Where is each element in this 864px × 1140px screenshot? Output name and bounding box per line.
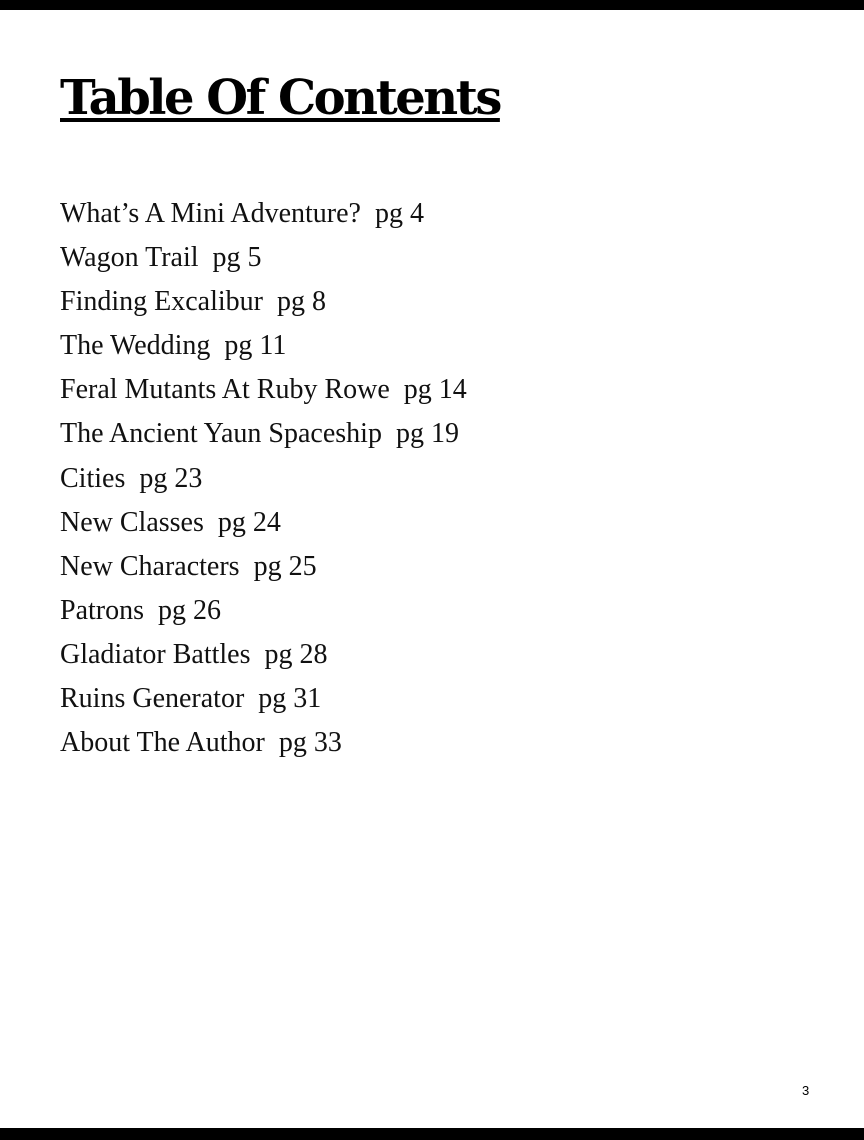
toc-entry-page: pg 28 [264,638,328,670]
toc-entry-title: The Wedding [60,330,211,362]
toc-entry [60,412,467,456]
toc-entry-title: Patrons [60,594,144,626]
toc-entry-title: About The Author [60,727,265,759]
toc-entry [60,324,467,368]
toc-entry-title: What’s A Mini Adventure? [60,198,361,229]
toc-entry-page: pg 11 [224,330,287,362]
toc-entry-page: pg 23 [139,462,203,494]
toc-entry [60,589,467,633]
toc-entry-title: New Characters [60,550,240,582]
top-border-bar [0,0,864,10]
toc-entry-page: pg 5 [212,242,262,274]
table-of-contents-list [60,192,467,765]
toc-entry-page: pg 26 [158,594,221,626]
toc-entry-page: pg 25 [253,550,317,582]
toc-entry [60,280,467,324]
toc-entry-page: pg 8 [276,286,326,318]
toc-entry-page: pg 31 [258,683,322,715]
toc-entry [60,501,467,545]
toc-entry-title: Cities [60,462,126,494]
toc-entry [60,457,467,501]
toc-entry [60,545,467,589]
toc-entry [60,236,467,280]
toc-entry [60,192,467,236]
bottom-border-bar [0,1128,864,1140]
toc-entry-title: Finding Excalibur [60,286,263,318]
toc-entry-page: pg 19 [395,418,459,450]
toc-entry-page: pg 24 [217,506,281,538]
toc-entry-title: New Classes [60,506,204,538]
toc-entry [60,721,467,765]
toc-entry [60,633,467,677]
toc-entry-title: Gladiator Battles [60,638,251,670]
toc-entry-title: Wagon Trail [60,242,199,274]
toc-entry-page: pg 14 [403,374,467,406]
page-title: Table Of Contents [60,70,500,126]
page-number: 3 [802,1083,810,1098]
toc-entry [60,368,467,412]
toc-entry-title: Feral Mutants At Ruby Rowe [60,374,390,406]
toc-entry-title: The Ancient Yaun Spaceship [60,418,382,450]
toc-entry-page: pg 33 [278,727,342,759]
toc-entry-page: pg 4 [374,198,424,229]
toc-entry [60,677,467,721]
toc-entry-title: Ruins Generator [60,683,245,715]
